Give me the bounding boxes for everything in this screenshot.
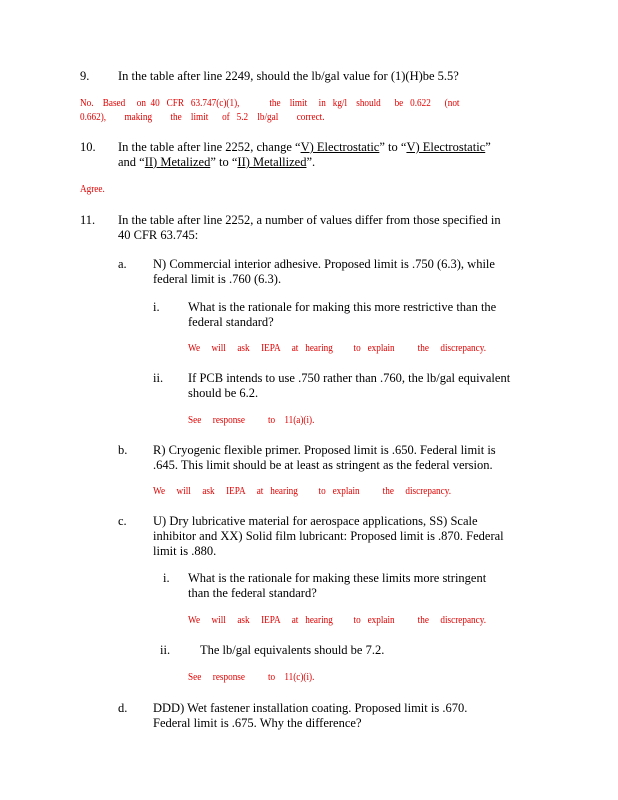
q10-line2-c: ”. (306, 155, 316, 169)
q11a-line1: N) Commercial interior adhesive. Proposed limit is .750 (6.3), while (153, 257, 495, 271)
q11ci-line2: than the federal standard? (188, 586, 317, 600)
q11cii-line1: The lb/gal equivalents should be 7.2. (200, 643, 385, 657)
q10-line1-a: In the table after line 2252, change “ (118, 140, 301, 154)
q11aii-line1: If PCB intends to use .750 rather than .760, the lb/gal equivalent (188, 371, 511, 385)
q11b-line1: R) Cryogenic flexible primer. Proposed limit is .650. Federal limit is (153, 443, 496, 457)
q11c-line3: limit is .880. (153, 544, 217, 558)
q11c-label: c. (118, 514, 127, 528)
q11aii-label: ii. (153, 371, 164, 385)
q11ai-response: We will ask IEPA at hearing to explain the discrepancy. (188, 343, 487, 354)
q11ci-line1: What is the rationale for making these limits more stringent (188, 571, 487, 585)
q11a-label: a. (118, 257, 127, 271)
q11-line1: In the table after line 2252, a number of values differ from those specified in (118, 213, 501, 227)
q9-response-line1: No. Based on 40 CFR 63.747(c)(1), the limit in kg/l should be 0.622 (not (80, 98, 460, 109)
q10-line1-b: ” to “ (379, 140, 407, 154)
q10-line2 (118, 155, 558, 170)
q11d-line1: DDD) Wet fastener installation coating. Proposed limit is .670. (153, 701, 468, 715)
q9-response-line2: 0.662), making the limit of 5.2 lb/gal correct. (80, 112, 325, 123)
q10-new-electrostatic: V) Electrostatic (406, 140, 486, 154)
q11b-response: We will ask IEPA at hearing to explain the discrepancy. (153, 486, 452, 497)
q11d-line2: Federal limit is .675. Why the difference? (153, 716, 362, 730)
q11aii-response: See response to 11(a)(i). (188, 415, 315, 426)
q11ai-label: i. (153, 300, 160, 314)
q11d-label: d. (118, 701, 128, 715)
q11-number: 11. (80, 213, 96, 227)
q9-text: In the table after line 2249, should the lb/gal value for (1)(H)be 5.5? (118, 69, 459, 83)
q10-response: Agree. (80, 184, 105, 195)
q10-line2-b: ” to “ (210, 155, 238, 169)
q11cii-label: ii. (160, 643, 171, 657)
q11b-line2: .645. This limit should be at least as stringent as the federal version. (153, 458, 493, 472)
q10-new-metallized: II) Metallized (237, 155, 307, 169)
q11aii-line2: should be 6.2. (188, 386, 259, 400)
q10-old-metalized: II) Metalized (144, 155, 211, 169)
q10-line2-a: and “ (118, 155, 145, 169)
q11ai-line1: What is the rationale for making this more restrictive than the (188, 300, 497, 314)
q10-line1 (118, 140, 558, 155)
q11-line2: 40 CFR 63.745: (118, 228, 199, 242)
q11ai-line2: federal standard? (188, 315, 274, 329)
q9-number: 9. (80, 69, 90, 83)
q11ci-label: i. (163, 571, 170, 585)
q11c-line2: inhibitor and XX) Solid film lubricant: Proposed limit is .870. Federal (153, 529, 504, 543)
q10-line1-c: ” (485, 140, 491, 154)
q11a-line2: federal limit is .760 (6.3). (153, 272, 282, 286)
q11b-label: b. (118, 443, 128, 457)
q11cii-response: See response to 11(c)(i). (188, 672, 315, 683)
q11ci-response: We will ask IEPA at hearing to explain the discrepancy. (188, 615, 487, 626)
q11c-line1: U) Dry lubricative material for aerospace applications, SS) Scale (153, 514, 478, 528)
q10-number: 10. (80, 140, 96, 154)
q10-old-electrostatic: V) Electrostatic (300, 140, 380, 154)
